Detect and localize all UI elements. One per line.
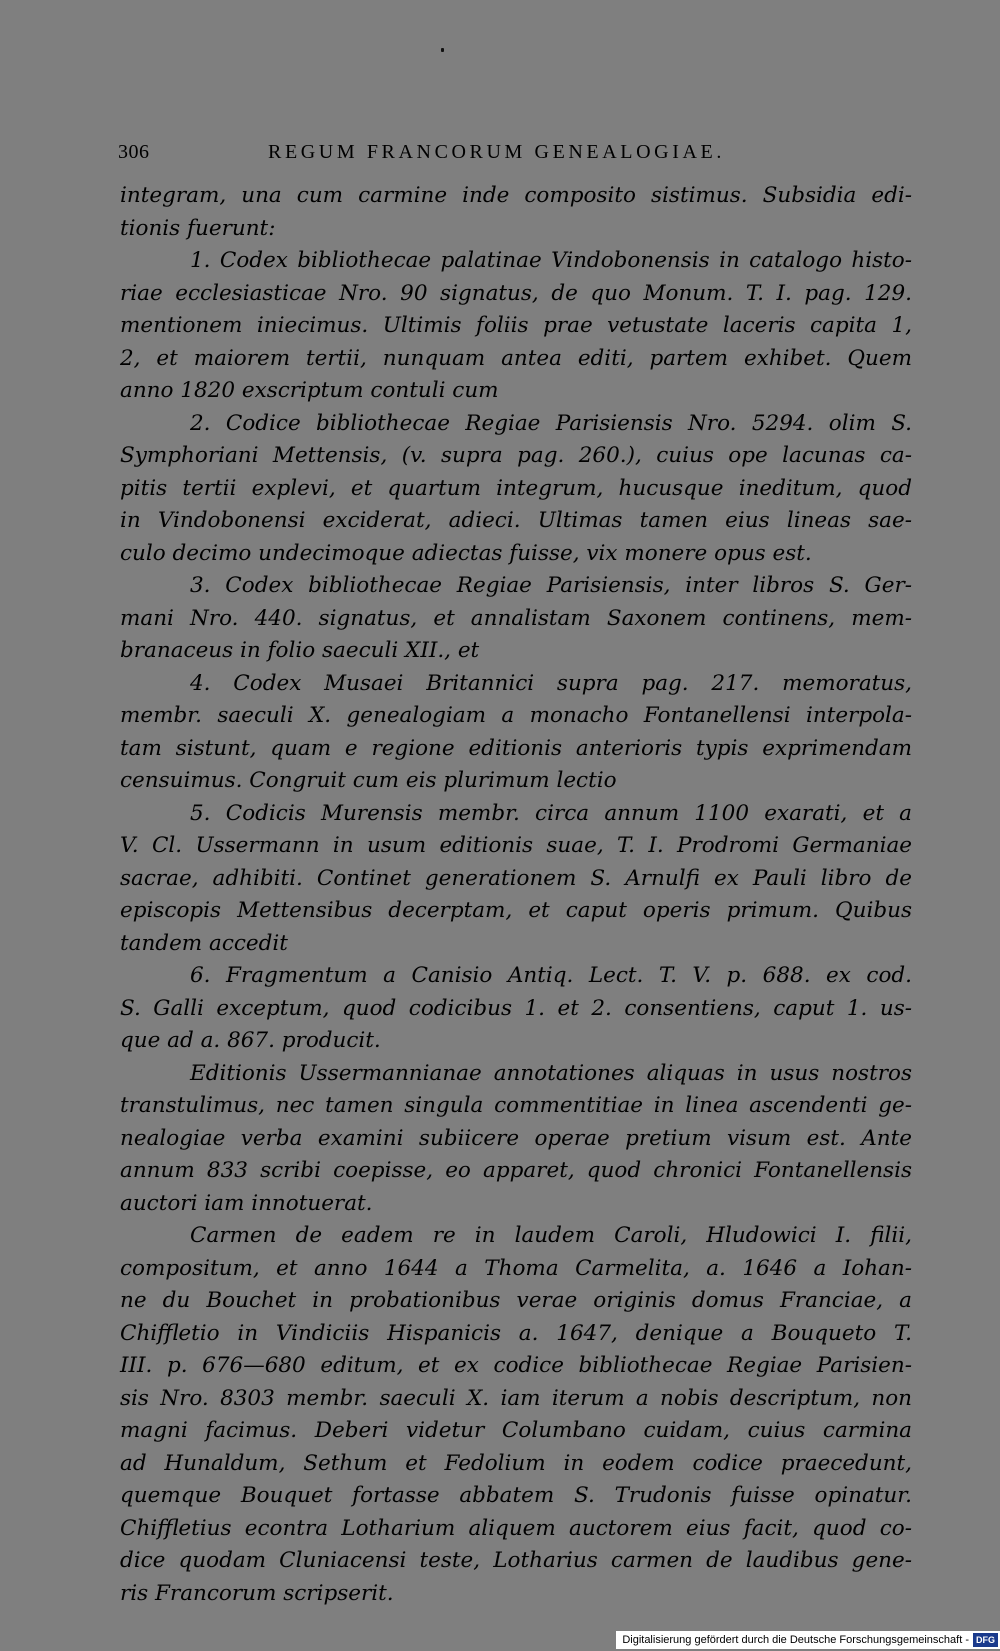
text-line: Chiffletio in Vindiciis Hispanicis a. 1647, denique a Bouqueto T.	[120, 1320, 912, 1346]
paragraph	[120, 408, 912, 571]
text-line: transtulimus, nec tamen singula commentitiae in linea ascendenti ge-	[120, 1093, 912, 1118]
text-line: magni facimus. Deberi videtur Columbano cuidam, cuius carmina	[120, 1418, 912, 1443]
text-line: compositum, et anno 1644 a Thoma Carmelita, a. 1646 a Iohan-	[120, 1255, 912, 1281]
text-line: ad Hunaldum, Sethum et Fedolium in eodem codice praecedunt,	[120, 1450, 912, 1476]
text-line: 1. Codex bibliothecae palatinae Vindobonensis in catalogo histo-	[190, 248, 912, 273]
text-line: 6. Fragmentum a Canisio Antiq. Lect. T. V. p. 688. ex cod.	[190, 963, 912, 988]
paragraph	[120, 1220, 912, 1610]
running-title: REGUM FRANCORUM GENEALOGIAE.	[268, 141, 725, 163]
text-line: culo decimo undecimoque adiectas fuisse, vix monere opus est.	[120, 540, 812, 566]
text-line: annum 833 scribi coepisse, eo apparet, quod chronici Fontanellensis	[120, 1158, 912, 1183]
dfg-logo: DFG	[973, 1633, 998, 1647]
page-header	[118, 137, 908, 167]
page-number: 306	[118, 141, 150, 163]
text-line: 5. Codicis Murensis membr. circa annum 1100 exarati, et a	[190, 800, 912, 826]
text-line: 2, et maiorem tertii, nunquam antea editi, partem exhibet. Quem	[120, 345, 912, 371]
paragraph	[120, 798, 912, 961]
text-line: Chiffletius econtra Lotharium aliquem auctorem eius facit, quod co-	[120, 1515, 912, 1541]
text-line: ris Francorum scripserit.	[120, 1580, 394, 1606]
text-line: sis Nro. 8303 membr. saeculi X. iam iterum a nobis descriptum, non	[120, 1385, 912, 1411]
body-text	[120, 180, 912, 1610]
paragraph	[120, 245, 912, 408]
paragraph	[120, 180, 912, 245]
text-line: quemque Bouquet fortasse abbatem S. Trudonis fuisse opinatur.	[120, 1483, 912, 1508]
paragraph	[120, 1058, 912, 1221]
text-line: anno 1820 exscriptum contuli cum	[120, 378, 499, 403]
footer-credit	[616, 1631, 1000, 1649]
text-line: tam sistunt, quam e regione editionis anterioris typis exprimendam	[120, 735, 912, 761]
text-line: Editionis Ussermannianae annotationes aliquas in usus nostros	[190, 1060, 912, 1086]
paragraph	[120, 570, 912, 668]
paragraph	[120, 668, 912, 798]
text-line: que ad a. 867. producit.	[120, 1028, 381, 1053]
text-line: Symphoriani Mettensis, (v. supra pag. 260.), cuius ope lacunas ca-	[120, 443, 912, 468]
text-line: S. Galli exceptum, quod codicibus 1. et 2. consentiens, caput 1. us-	[120, 995, 912, 1021]
text-line: episcopis Mettensibus decerptam, et caput operis primum. Quibus	[120, 898, 912, 923]
text-line: 4. Codex Musaei Britannici supra pag. 217. memoratus,	[190, 670, 912, 696]
text-line: in Vindobonensi exciderat, adieci. Ultimas tamen eius lineas sae-	[120, 508, 912, 533]
text-line: 3. Codex bibliothecae Regiae Parisiensis, inter libros S. Ger-	[190, 573, 912, 598]
paragraph	[120, 960, 912, 1058]
text-line: mani Nro. 440. signatus, et annalistam Saxonem continens, mem-	[120, 605, 912, 631]
text-line: mentionem iniecimus. Ultimis foliis prae vetustate laceris capita 1,	[120, 313, 912, 338]
text-line: nealogiae verba examini subiicere operae pretium visum est. Ante	[120, 1125, 912, 1151]
text-line: III. p. 676—680 editum, et ex codice bibliothecae Regiae Parisien-	[120, 1353, 912, 1378]
text-line: 2. Codice bibliothecae Regiae Parisiensis Nro. 5294. olim S.	[190, 410, 912, 436]
text-line: riae ecclesiasticae Nro. 90 signatus, de quo Monum. T. I. pag. 129.	[120, 280, 912, 306]
text-line: membr. saeculi X. genealogiam a monacho Fontanellensi interpola-	[120, 703, 912, 728]
text-line: dice quodam Cluniacensi teste, Lotharius carmen de laudibus gene-	[120, 1548, 912, 1573]
text-line: V. Cl. Ussermann in usum editionis suae, T. I. Prodromi Germaniae	[120, 833, 912, 858]
text-line: sacrae, adhibiti. Continet generationem S. Arnulfi ex Pauli libro de	[120, 865, 912, 891]
text-line: ne du Bouchet in probationibus verae originis domus Franciae, a	[120, 1288, 912, 1313]
speck-mark	[441, 48, 444, 52]
text-line: integram, una cum carmine inde composito sistimus. Subsidia edi-	[120, 183, 912, 208]
footer-text: Digitalisierung gefördert durch die Deutsche Forschungsgemeinschaft -	[622, 1634, 969, 1646]
text-line: tionis fuerunt:	[120, 215, 276, 241]
text-line: tandem accedit	[120, 930, 288, 956]
text-line: Carmen de eadem re in laudem Caroli, Hludowici I. filii,	[190, 1223, 912, 1248]
text-line: auctori iam innotuerat.	[120, 1190, 373, 1216]
text-line: branaceus in folio saeculi XII., et	[120, 638, 480, 663]
text-line: censuimus. Congruit cum eis plurimum lectio	[120, 768, 617, 793]
text-line: pitis tertii explevi, et quartum integrum, hucusque ineditum, quod	[120, 475, 912, 501]
